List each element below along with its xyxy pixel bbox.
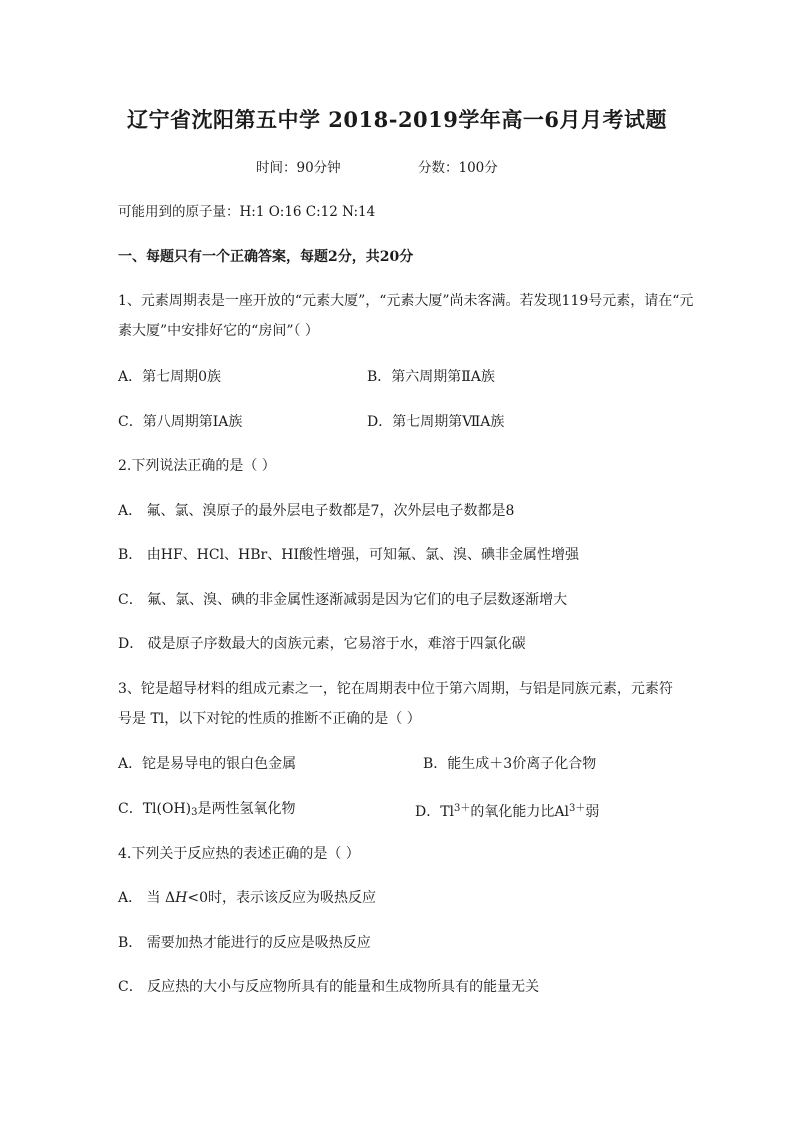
q4-stem: 4.下列关于反应热的表述正确的是（ ） bbox=[118, 846, 360, 862]
q1-option-b: B．第六周期第ⅡA族 bbox=[367, 369, 495, 385]
q3-option-d-prefix: D．Tl bbox=[415, 804, 455, 820]
q3-option-d-suffix: 弱 bbox=[585, 804, 600, 820]
q3-option-d-sup1: 3＋ bbox=[454, 803, 471, 814]
section1-heading: 一、每题只有一个正确答案，每题2分，共20分 bbox=[118, 249, 414, 265]
q1-option-d: D．第七周期第ⅦA族 bbox=[367, 414, 505, 430]
q2-stem: 2.下列说法正确的是（ ） bbox=[118, 458, 276, 474]
exam-title: 辽宁省沈阳第五中学 2018-2019学年高一6月月考试题 bbox=[126, 107, 668, 132]
q3-stem-line1: 3、铊是超导材料的组成元素之一，铊在周期表中位于第六周期，与铝是同族元素，元素符 bbox=[118, 681, 673, 697]
q4-option-a-italic: H bbox=[175, 890, 188, 906]
q2-option-d: D． 砹是原子序数最大的卤族元素，它易溶于水，难溶于四氯化碳 bbox=[118, 636, 526, 652]
exam-score: 分数：100分 bbox=[418, 160, 498, 176]
q2-option-c: C． 氟、氯、溴、碘的非金属性逐渐减弱是因为它们的电子层数逐渐增大 bbox=[118, 592, 568, 608]
q1-option-a: A．第七周期0族 bbox=[118, 369, 222, 385]
q4-option-a-suffix: <0时，表示该反应为吸热反应 bbox=[187, 890, 376, 906]
q3-option-c bbox=[118, 800, 296, 822]
q3-option-c-suffix: 是两性氢氧化物 bbox=[197, 801, 296, 817]
q3-option-c-subscript: 3 bbox=[191, 807, 198, 818]
q3-stem-line2: 号是 Tl，以下对铊的性质的推断不正确的是（ ） bbox=[118, 711, 421, 727]
q1-stem-line1: 1、元素周期表是一座开放的“元素大厦”，“元素大厦”尚未客满。若发现119号元素，请在“元 bbox=[118, 293, 694, 309]
q3-option-d-sup2: 3＋ bbox=[569, 803, 586, 814]
q2-option-b: B． 由HF、HCl、HBr、HI酸性增强，可知氟、氯、溴、碘非金属性增强 bbox=[118, 547, 579, 563]
q3-option-d bbox=[415, 800, 599, 821]
q3-option-b: B．能生成＋3价离子化合物 bbox=[423, 756, 597, 772]
q3-option-d-mid: 的氧化能力比Al bbox=[470, 804, 570, 820]
q1-stem-line2: 素大厦”中安排好它的“房间”（ ） bbox=[118, 323, 319, 339]
q1-option-c: C．第八周期第ⅠA族 bbox=[118, 414, 243, 430]
q2-option-a: A． 氟、氯、溴原子的最外层电子数都是7，次外层电子数都是8 bbox=[118, 503, 515, 519]
atomic-masses: 可能用到的原子量：H:1 O:16 C:12 N:14 bbox=[118, 204, 376, 220]
exam-time: 时间：90分钟 bbox=[256, 160, 341, 176]
q4-option-b: B． 需要加热才能进行的反应是吸热反应 bbox=[118, 935, 371, 951]
q4-option-a bbox=[118, 889, 376, 907]
q3-option-a: A．铊是易导电的银白色金属 bbox=[118, 756, 297, 772]
q4-option-c: C． 反应热的大小与反应物所具有的能量和生成物所具有的能量无关 bbox=[118, 979, 540, 995]
q4-option-a-prefix: A． 当 Δ bbox=[118, 890, 176, 906]
q3-option-c-prefix: C．Tl(OH) bbox=[118, 801, 192, 817]
